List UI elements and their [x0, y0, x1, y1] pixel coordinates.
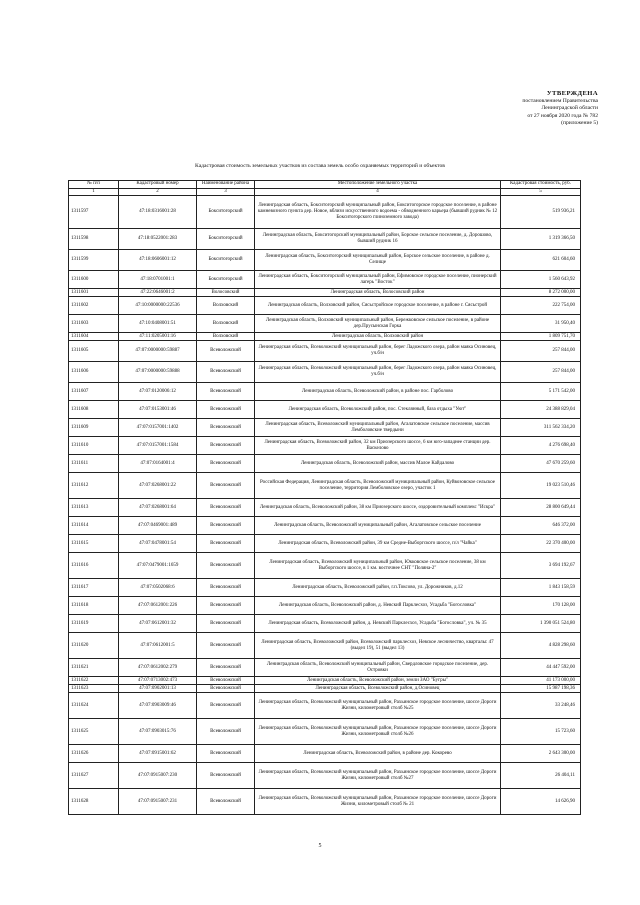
cadastral-number: 47:07:0612001:5	[119, 633, 197, 659]
cadastral-number: 47:10:0408001:51	[119, 315, 197, 333]
cadastral-number: 47:07:0915007:231	[119, 789, 197, 815]
district-name: Всеволожский	[197, 419, 255, 437]
row-number: 1311623	[69, 685, 119, 693]
table-row	[69, 597, 581, 615]
cadastral-value: 19 023 510,46	[501, 473, 581, 499]
row-number: 1311625	[69, 719, 119, 745]
column-number: 2	[119, 189, 197, 196]
location: Ленинградская область, Всеволожский район, Всеволожский парклесхоз, Невское лесничество, кварталы: 47 (выдел 19), 51 (выдел 13)	[255, 633, 501, 659]
cadastral-value: 15 987 198,36	[501, 685, 581, 693]
column-header: Кадастровый номер	[119, 181, 197, 189]
district-name: Всеволожский	[197, 383, 255, 401]
table-row	[69, 196, 581, 229]
row-number: 1311617	[69, 579, 119, 597]
cadastral-value: 5 171 542,00	[501, 383, 581, 401]
cadastral-value: 26 404,11	[501, 763, 581, 789]
column-header: Наименование района	[197, 181, 255, 189]
district-name: Бокситогорский	[197, 229, 255, 250]
cadastral-value: 3 694 192,67	[501, 553, 581, 579]
cadastral-number: 47:18:0316001:28	[119, 196, 197, 229]
column-number: 3	[197, 189, 255, 196]
cadastral-number: 47:07:0902001:13	[119, 685, 197, 693]
row-number: 1311627	[69, 763, 119, 789]
district-name: Всеволожский	[197, 579, 255, 597]
district-name: Волховский	[197, 297, 255, 315]
district-name: Всеволожский	[197, 401, 255, 419]
cadastral-number: 47:11:0205001:16	[119, 333, 197, 341]
cadastral-value: 22 370 400,00	[501, 535, 581, 553]
cadastral-value: 1 560 643,92	[501, 271, 581, 289]
district-name: Волосовский	[197, 289, 255, 297]
row-number: 1311618	[69, 597, 119, 615]
district-name: Всеволожский	[197, 517, 255, 535]
table-row	[69, 333, 581, 341]
cadastral-value: 4 276 698,40	[501, 437, 581, 455]
location: Ленинградская область, Всеволожский район, д. Невский Парклесхоз, Усадьба "Богословка"	[255, 597, 501, 615]
row-number: 1311614	[69, 517, 119, 535]
table-row	[69, 362, 581, 383]
table-row	[69, 229, 581, 250]
district-name: Всеволожский	[197, 535, 255, 553]
row-number: 1311597	[69, 196, 119, 229]
location: Ленинградская область, Всеволожский район, г.п.Токсово, ул. Дорожников, д.12	[255, 579, 501, 597]
location: Ленинградская область, Всеволожский район, д. Невский Парклесхоз, Усадьба "Богословка", уч. № 35	[255, 615, 501, 633]
district-name: Бокситогорский	[197, 250, 255, 271]
cadastral-number: 47:07:0157001:1402	[119, 419, 197, 437]
district-name: Всеволожский	[197, 677, 255, 685]
cadastral-value: 170 128,00	[501, 597, 581, 615]
location: Ленинградская область, Всеволожский муниципальный район, берег Ладожского озера, район маяка Осиновец, уч.б/н	[255, 362, 501, 383]
row-number: 1311615	[69, 535, 119, 553]
cadastral-value: 646 372,00	[501, 517, 581, 535]
district-name: Всеволожский	[197, 455, 255, 473]
table-row	[69, 455, 581, 473]
cadastral-value: 257 844,00	[501, 362, 581, 383]
row-number: 1311611	[69, 455, 119, 473]
table-row	[69, 535, 581, 553]
row-number: 1311620	[69, 633, 119, 659]
cadastral-value: 1 843 158,59	[501, 579, 581, 597]
cadastral-table	[68, 180, 581, 815]
district-name: Всеволожский	[197, 341, 255, 362]
location: Ленинградская область, Всеволожский район, массив Малое Кайдалово	[255, 455, 501, 473]
cadastral-value: 41 173 000,00	[501, 677, 581, 685]
row-number: 1311613	[69, 499, 119, 517]
row-number: 1311607	[69, 383, 119, 401]
row-number: 1311609	[69, 419, 119, 437]
table-row	[69, 383, 581, 401]
location: Ленинградская область, Всеволожский муниципальный район, Агалатовское сельское поселение	[255, 517, 501, 535]
row-number: 1311604	[69, 333, 119, 341]
table-row	[69, 401, 581, 419]
cadastral-number: 47:07:0713002:473	[119, 677, 197, 685]
location: Ленинградская область, Всеволожский район, д.Осиновец	[255, 685, 501, 693]
table-row	[69, 517, 581, 535]
row-number: 1311606	[69, 362, 119, 383]
row-number: 1311628	[69, 789, 119, 815]
location: Российская Федерация, Ленинградская область, Всеволожский муниципальный район, Куйвозовское сельское поселение, территория Лемболовское озеро, участок 1	[255, 473, 501, 499]
district-name: Всеволожский	[197, 763, 255, 789]
page-number: 5	[318, 843, 322, 849]
table-row	[69, 719, 581, 745]
cadastral-number: 47:07:0120006:12	[119, 383, 197, 401]
cadastral-number: 47:07:0153001:46	[119, 401, 197, 419]
cadastral-number: 47:07:0000000:59888	[119, 362, 197, 383]
table-row	[69, 659, 581, 677]
row-number: 1311616	[69, 553, 119, 579]
cadastral-value: 14 626,90	[501, 789, 581, 815]
table-row	[69, 315, 581, 333]
row-number: 1311603	[69, 315, 119, 333]
table-row	[69, 271, 581, 289]
location: Ленинградская область, Бокситогорский муниципальный район, Бокситогорское городское поселение, в районе камневозного пункта дер. Новое, вблизи искусственного водоема - обводненного карьера (бывший рудник № 12 Бокситогорского глиноземного завода)	[255, 196, 501, 229]
cadastral-value: 222 754,00	[501, 297, 581, 315]
location: Ленинградская область, Волховский район, Сясьстройское городское поселение, в районе г. Сясьстрой	[255, 297, 501, 315]
location: Ленинградская область, Всеволожский район, земли ЗАО "Бугры"	[255, 677, 501, 685]
table-row	[69, 579, 581, 597]
district-name: Всеволожский	[197, 499, 255, 517]
cadastral-number: 47:07:0903015:76	[119, 719, 197, 745]
cadastral-number: 47:07:0915001:62	[119, 745, 197, 763]
table-row	[69, 789, 581, 815]
location: Ленинградская область, Всеволожский район, 32 км Приозерского шоссе, 6 км юго-западнее станции дер. Васкелово	[255, 437, 501, 455]
location: Ленинградская область, Всеволожский муниципальный район, Агалатовское сельское поселение, массив Лемболовские твердыни	[255, 419, 501, 437]
location: Ленинградская область, Бокситогорский муниципальный район, Борское сельское поселение, в районе д. Селище	[255, 250, 501, 271]
cadastral-value: 4 828 298,60	[501, 633, 581, 659]
approval-line: от 27 ноября 2020 года № 782	[527, 112, 598, 119]
cadastral-value: 47 670 259,60	[501, 455, 581, 473]
district-name: Всеволожский	[197, 437, 255, 455]
row-number: 1311624	[69, 693, 119, 719]
table-row	[69, 499, 581, 517]
cadastral-number: 47:07:0469001:489	[119, 517, 197, 535]
cadastral-number: 47:18:0606001:12	[119, 250, 197, 271]
district-name: Всеволожский	[197, 693, 255, 719]
column-number: 1	[69, 189, 119, 196]
location: Ленинградская область, Всеволожский район, 38 км Приозерского шоссе, оздоровительный комплекс "Искра"	[255, 499, 501, 517]
district-name: Всеволожский	[197, 615, 255, 633]
column-header: Кадастровая стоимость, руб.	[501, 181, 581, 189]
table-row	[69, 437, 581, 455]
column-number-row	[69, 189, 581, 196]
table-row	[69, 677, 581, 685]
table-row	[69, 685, 581, 693]
location: Ленинградская область, Всеволожский муниципальный район, Рахьинское городское поселение, шоссе Дороги Жизни, километровый столб №25	[255, 693, 501, 719]
cadastral-value: 15 723,60	[501, 719, 581, 745]
district-name: Волховский	[197, 315, 255, 333]
cadastral-number: 47:22:0646001:2	[119, 289, 197, 297]
location: Ленинградская область, Волховский муниципальный район, Бережковское сельское поселение, в районе дер.Прусынская Горка	[255, 315, 501, 333]
approval-head: УТВЕРЖДЕНА	[546, 90, 598, 97]
table-row	[69, 473, 581, 499]
district-name: Всеволожский	[197, 685, 255, 693]
district-name: Всеволожский	[197, 633, 255, 659]
table-row	[69, 297, 581, 315]
location: Ленинградская область, Всеволожский район, пос. Стеклянный, база отдыха "Уют"	[255, 401, 501, 419]
location: Ленинградская область, Всеволожский муниципальный район, Юкковское сельское поселение, 38 км Выборгского шоссе, в 1 км. восточнее СНТ "Поляна-2"	[255, 553, 501, 579]
table-row	[69, 419, 581, 437]
cadastral-number: 47:10:0000000:22536	[119, 297, 197, 315]
cadastral-value: 1 319 366,50	[501, 229, 581, 250]
cadastral-number: 47:07:0502068:6	[119, 579, 197, 597]
district-name: Всеволожский	[197, 362, 255, 383]
column-number: 4	[255, 189, 501, 196]
location: Ленинградская область, Бокситогорский муниципальный район, Ефимовское городское поселение, пионерский лагерь "Восток"	[255, 271, 501, 289]
table-body	[69, 196, 581, 815]
column-number: 5	[501, 189, 581, 196]
cadastral-value: 33 248,46	[501, 693, 581, 719]
location: Ленинградская область, Всеволожский район, в районе дер. Кокорево	[255, 745, 501, 763]
row-number: 1311600	[69, 271, 119, 289]
row-number: 1311599	[69, 250, 119, 271]
cadastral-value: 31 950,40	[501, 315, 581, 333]
cadastral-value: 1 809 751,70	[501, 333, 581, 341]
row-number: 1311598	[69, 229, 119, 250]
cadastral-value: 2 643 300,00	[501, 745, 581, 763]
cadastral-value: 8 272 000,00	[501, 289, 581, 297]
cadastral-number: 47:07:0000000:59887	[119, 341, 197, 362]
district-name: Всеволожский	[197, 553, 255, 579]
table-row	[69, 553, 581, 579]
district-name: Бокситогорский	[197, 196, 255, 229]
cadastral-number: 47:07:0903009:46	[119, 693, 197, 719]
row-number: 1311619	[69, 615, 119, 633]
cadastral-value: 24 388 829,04	[501, 401, 581, 419]
row-number: 1311602	[69, 297, 119, 315]
location: Ленинградская область, Всеволожский район, 39 км Средне-Выборгского шоссе, п/л "Чайка"	[255, 535, 501, 553]
district-name: Волховский	[197, 333, 255, 341]
cadastral-value: 44 447 592,00	[501, 659, 581, 677]
cadastral-value: 311 562 334,20	[501, 419, 581, 437]
cadastral-number: 47:07:0479001:1659	[119, 553, 197, 579]
document-title: Кадастровая стоимость земельных участков из состава земель особо охраняемых территорий и объектов	[195, 163, 445, 169]
cadastral-value: 621 604,60	[501, 250, 581, 271]
table-row	[69, 341, 581, 362]
approval-line: Ленинградской области	[541, 105, 598, 112]
cadastral-number: 47:07:0164001:4	[119, 455, 197, 473]
approval-line: постановлением Правительства	[522, 98, 598, 105]
district-name: Бокситогорский	[197, 271, 255, 289]
table-row	[69, 693, 581, 719]
cadastral-number: 47:07:0915007:230	[119, 763, 197, 789]
row-number: 1311621	[69, 659, 119, 677]
row-number: 1311601	[69, 289, 119, 297]
row-number: 1311612	[69, 473, 119, 499]
location: Ленинградская область, Волосовский район	[255, 289, 501, 297]
district-name: Всеволожский	[197, 745, 255, 763]
cadastral-number: 47:07:0612001:226	[119, 597, 197, 615]
district-name: Всеволожский	[197, 597, 255, 615]
cadastral-value: 257 844,00	[501, 341, 581, 362]
approval-block	[398, 90, 598, 127]
district-name: Всеволожский	[197, 659, 255, 677]
table-row	[69, 745, 581, 763]
cadastral-number: 47:18:0701001:1	[119, 271, 197, 289]
cadastral-number: 47:07:0612002:279	[119, 659, 197, 677]
cadastral-number: 47:07:0157001:1584	[119, 437, 197, 455]
row-number: 1311605	[69, 341, 119, 362]
row-number: 1311610	[69, 437, 119, 455]
column-header: Местоположение земельного участка	[255, 181, 501, 189]
cadastral-value: 519 936,21	[501, 196, 581, 229]
district-name: Всеволожский	[197, 789, 255, 815]
location: Ленинградская область, Всеволожский муниципальный район, Рахьинское городское поселение, шоссе Дороги Жизни, километровый столб №26	[255, 719, 501, 745]
cadastral-number: 47:07:0612001:32	[119, 615, 197, 633]
approval-line: (приложение 5)	[561, 119, 598, 126]
location: Ленинградская область, Всеволожский муниципальный район, Свердловское городское поселение, дер. Островки	[255, 659, 501, 677]
table-row	[69, 250, 581, 271]
table-row	[69, 615, 581, 633]
location: Ленинградская область, Всеволожский муниципальный район, Рахьинское городское поселение, шоссе Дороги Жизни, километровый столб №27	[255, 763, 501, 789]
location: Ленинградская область, Всеволожский муниципальный район, берег Ладожского озера, район маяка Осиновец, уч.б/н	[255, 341, 501, 362]
district-name: Всеволожский	[197, 473, 255, 499]
location: Ленинградская область, Бокситогорский муниципальный район, Борское сельское поселение, д. Дорошово, бывший рудник 16	[255, 229, 501, 250]
location: Ленинградская область, Всеволожский район, в районе пос. Гарболово	[255, 383, 501, 401]
table-row	[69, 289, 581, 297]
row-number: 1311608	[69, 401, 119, 419]
location: Ленинградская область, Всеволожский муниципальный район, Рахьинское городское поселение, шоссе Дороги Жизни, километровый столб № 21	[255, 789, 501, 815]
row-number: 1311622	[69, 677, 119, 685]
cadastral-value: 28 800 649,44	[501, 499, 581, 517]
table-row	[69, 633, 581, 659]
cadastral-number: 47:18:0522001:283	[119, 229, 197, 250]
cadastral-number: 47:07:0268001:64	[119, 499, 197, 517]
district-name: Всеволожский	[197, 719, 255, 745]
cadastral-number: 47:07:0478001:54	[119, 535, 197, 553]
cadastral-value: 1 390 051 524,80	[501, 615, 581, 633]
cadastral-number: 47:07:0268001:22	[119, 473, 197, 499]
row-number: 1311626	[69, 745, 119, 763]
location: Ленинградская область, Волховский район	[255, 333, 501, 341]
column-header: № п/п	[69, 181, 119, 189]
table-row	[69, 763, 581, 789]
table-header-row	[69, 181, 581, 189]
